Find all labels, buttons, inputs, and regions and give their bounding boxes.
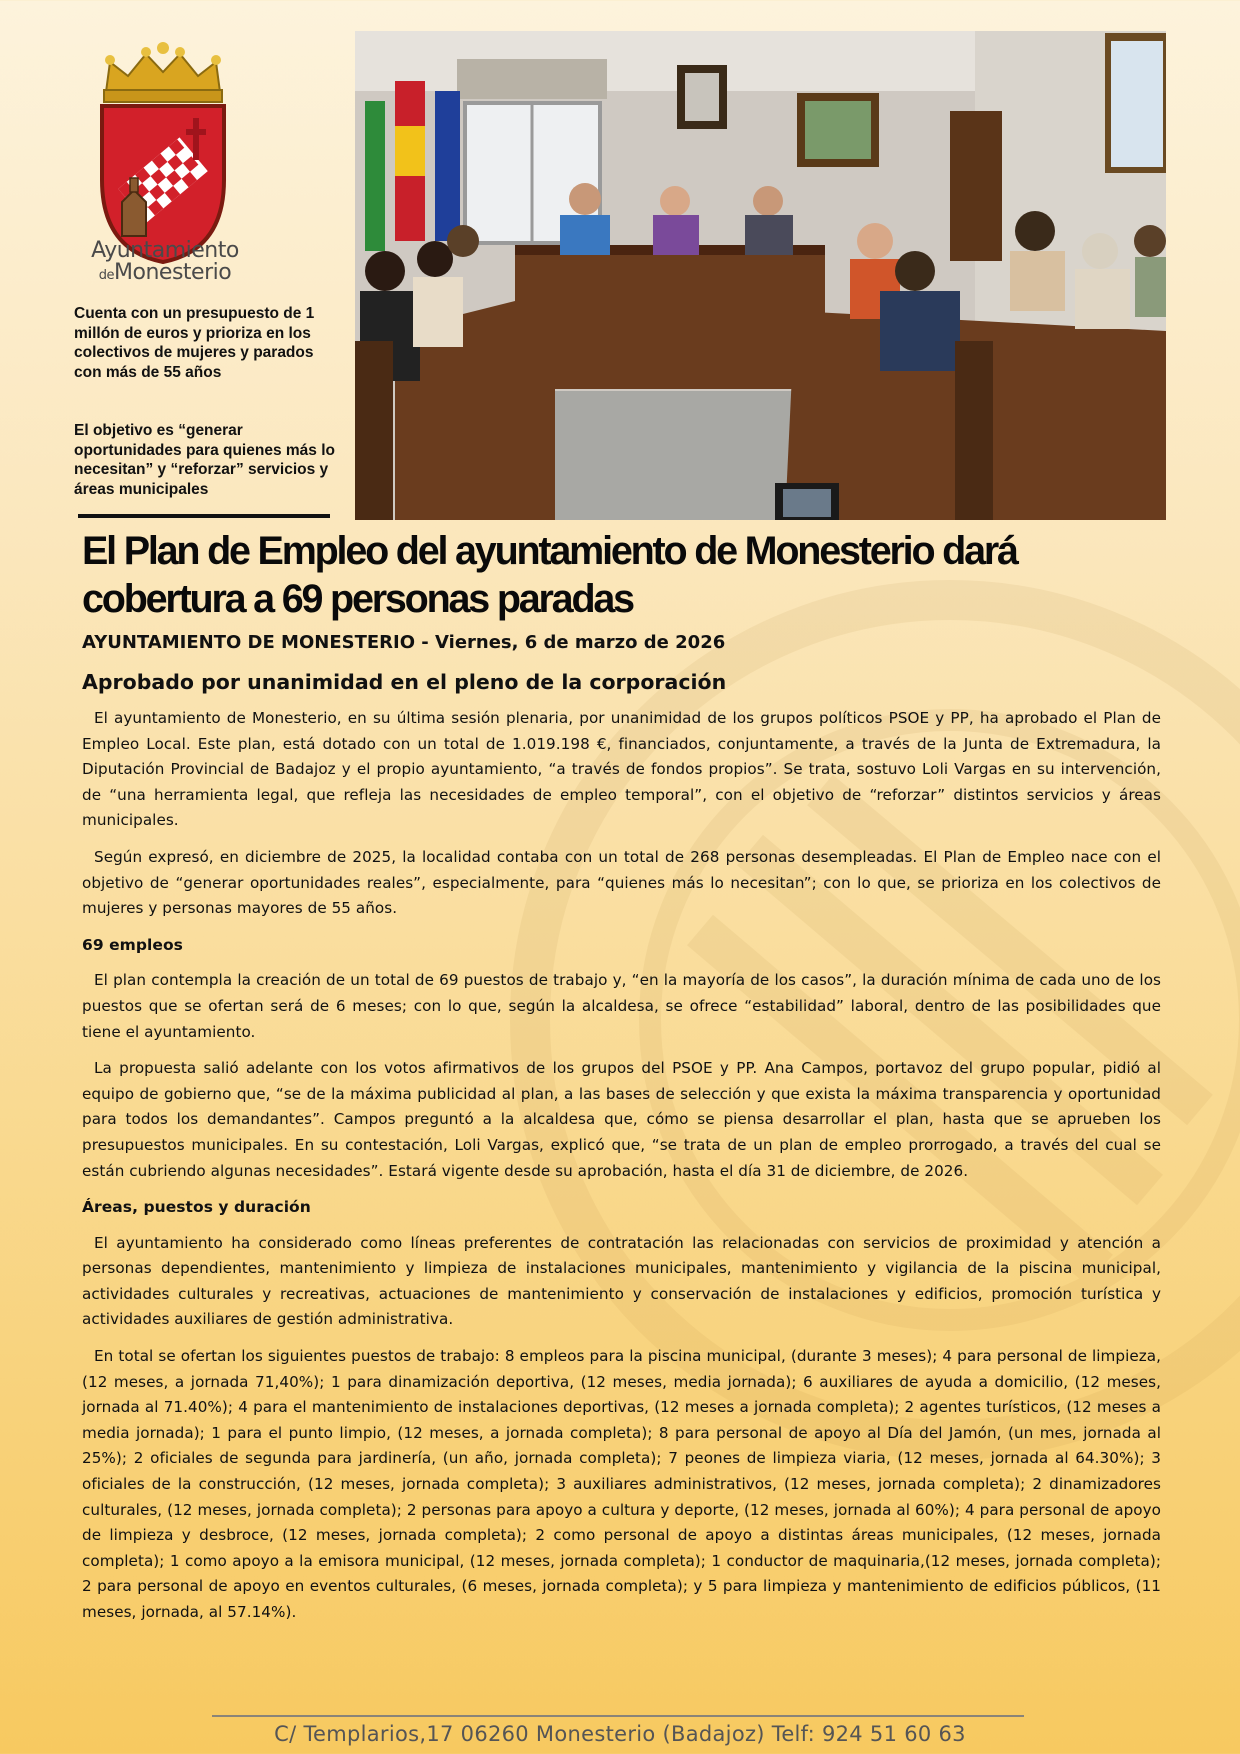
- byline: AYUNTAMIENTO DE MONESTERIO - Viernes, 6 de marzo de 2026: [82, 632, 726, 653]
- side-note-objective: El objetivo es “generar oportunidades para quienes más lo necesitan” y “reforzar” servicios y áreas municipales: [74, 422, 335, 498]
- plenary-session-photo: [355, 31, 1166, 520]
- article-body: [82, 706, 1161, 1637]
- logo-wordmark-line1: Ayuntamiento: [91, 238, 239, 263]
- subheadline: Aprobado por unanimidad en el pleno de la corporación: [82, 670, 727, 694]
- article-paragraph: El ayuntamiento ha considerado como líneas preferentes de contratación las relacionadas con servicios de proximidad y atención a personas dependientes, mantenimiento y limpieza de instalaciones municipales, mantenimiento y vigilancia de la piscina municipal, actividades culturales y recreativas, actuaciones de mantenimiento y conservación de instalaciones y edificios, promoción turística y actividades auxiliares de gestión administrativa.: [82, 1233, 1161, 1329]
- headline: El Plan de Empleo del ayuntamiento de Monesterio dará cobertura a 69 personas paradas: [82, 529, 1017, 621]
- article-paragraph: El ayuntamiento de Monesterio, en su última sesión plenaria, por unanimidad de los grupos políticos PSOE y PP, ha aprobado el Plan de Empleo Local. Este plan, está dotado con un total de 1.019.198 €, financiados, conjuntamente, a través de la Junta de Extremadura, la Diputación Provincial de Badajoz y el propio ayuntamiento, “a través de fondos propios”. Se trata, sostuvo Loli Vargas en su intervención, de “una herramienta legal, que refleja las necesidades de empleo temporal”, con el objetivo de “reforzar” distintos servicios y áreas municipales.: [82, 709, 1161, 830]
- section-heading: Áreas, puestos y duración: [82, 1198, 311, 1217]
- section-heading: 69 empleos: [82, 935, 183, 954]
- article-paragraph: La propuesta salió adelante con los votos afirmativos de los grupos del PSOE y PP. Ana Campos, portavoz del grupo popular, pidió al equipo de gobierno que, “se de la máxima publicidad al plan, a las bases de selección y que exista la máxima transparencia y oportunidad para todos los demandantes”. Campos preguntó a la alcaldesa que, cómo se piensa desarrollar el plan, hasta que se aprueben los presupuestos municipales. En su contestación, Loli Vargas, explicó que, “se trata de un plan de empleo prorrogado, a través del cual se están cubriendo algunas necesidades”. Estará vigente desde su aprobación, hasta el día 31 de diciembre, de 2026.: [82, 1059, 1161, 1180]
- side-note-budget: Cuenta con un presupuesto de 1 millón de euros y prioriza en los colectivos de mujeres y parados con más de 55 años: [74, 305, 315, 381]
- article-paragraph: El plan contempla la creación de un total de 69 puestos de trabajo y, “en la mayoría de los casos”, la duración mínima de cada uno de los puestos que se ofertan será de 6 meses; con lo que, según la alcaldesa, se ofrece “estabilidad” laboral, dentro de las posibilidades que tiene el ayuntamiento.: [82, 971, 1161, 1041]
- logo-wordmark-de: de: [98, 268, 115, 283]
- article-paragraph: En total se ofertan los siguientes puestos de trabajo: 8 empleos para la piscina municipal, (durante 3 meses); 4 para personal de limpieza, (12 meses, a jornada 71,40%); 1 para dinamización deportiva, (12 meses, media jornada); 6 auxiliares de ayuda a domicilio, (12 meses, jornada al 71.40%); 4 para el mantenimiento de instalaciones deportivas, (12 meses a jornada completa); 2 agentes turísticos, (12 meses a media jornada); 1 para el punto limpio, (12 meses, a jornada completa); 8 para personal de apoyo al Día del Jamón, (un mes, jornada al 25%); 2 oficiales de segunda para jardinería, (un año, jornada completa); 7 peones de limpieza viaria, (12 meses, jornada al 64.30%); 3 oficiales de la construcción, (12 meses, jornada completa); 3 auxiliares administrativos, (12 meses, jornada completa); 2 dinamizadores culturales, (12 meses, jornada completa); 2 personas para apoyo a cultura y deporte, (12 meses, jornada al 60%); 4 para personal de apoyo de limpieza y desbroce, (12 meses, jornada completa); 2 como personal de apoyo a distintas áreas municipales, (12 meses, jornada completa); 1 como apoyo a la emisora municipal, (12 meses, jornada completa); 1 conductor de maquinaria,(12 meses, jornada completa); 2 para personal de apoyo en eventos culturales, (6 meses, jornada completa); y 5 para limpieza y mantenimiento de edificios públicos, (11 meses, jornada, al 57.14%).: [82, 1347, 1161, 1621]
- logo-wordmark-monesterio: Monesterio: [114, 260, 232, 285]
- logo-wordmark-line2: [80, 260, 250, 285]
- article-paragraph: Según expresó, en diciembre de 2025, la localidad contaba con un total de 268 personas desempleadas. El Plan de Empleo nace con el objetivo de “generar oportunidades reales”, especialmente, para “quienes más lo necesitan”; con lo que, se prioriza en los colectivos de mujeres y personas mayores de 55 años.: [82, 847, 1161, 918]
- footer-divider: [212, 1715, 1024, 1717]
- side-divider: [78, 514, 330, 518]
- footer-address: C/ Templarios,17 06260 Monesterio (Badajoz) Telf: 924 51 60 63: [274, 1722, 966, 1746]
